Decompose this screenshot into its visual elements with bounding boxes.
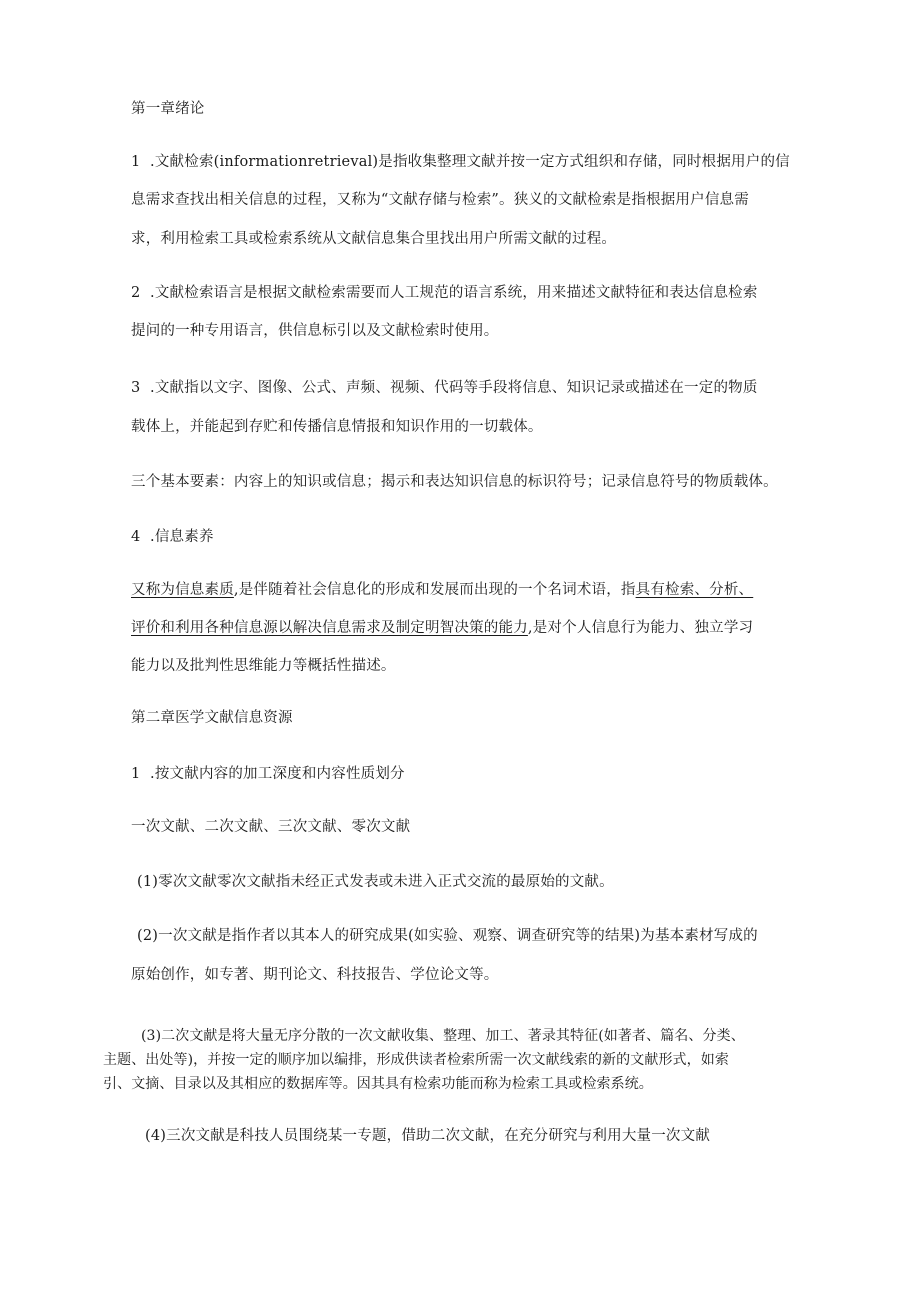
underlined-term: 又称为信息素质 [131, 582, 234, 598]
item2-line2: 提问的一种专用语言，供信息标引以及文献检索时使用。 [131, 323, 499, 339]
primary-literature-line1: (2)一次文献是指作者以其本人的研究成果(如实验、观察、调查研究等的结果)为基本素材写成的 [137, 928, 758, 944]
chapter1-heading: 第一章绪论 [131, 101, 205, 117]
primary-literature-line2: 原始创作，如专著、期刊论文、科技报告、学位论文等。 [131, 967, 499, 983]
secondary-literature-line2: 主题、出处等)，并按一定的顺序加以编排，形成供读者检索所需一次文献线索的新的文献形式，如索 [103, 1052, 729, 1068]
chapter2-heading: 第二章医学文献信息资源 [131, 710, 293, 726]
document-types: 一次文献、二次文献、三次文献、零次文献 [131, 819, 411, 835]
item1-line1: 1 .文献检索(informationretrieval)是指收集整理文献并按一定方式组织和存储，同时根据用户的信 [131, 154, 790, 170]
item1-line3: 求，利用检索工具或检索系统从文献信息集合里找出用户所需文献的过程。 [131, 231, 617, 247]
item4-line1-text: ,是伴随着社会信息化的形成和发展而出现的一个名词术语，指 [233, 582, 636, 598]
tertiary-literature: (4)三次文献是科技人员围绕某一专题，借助二次文献，在充分研究与利用大量一次文献 [145, 1128, 711, 1144]
ch2-item1-title: 1 .按文献内容的加工深度和内容性质划分 [131, 766, 405, 782]
item4-line2-text: ,是对个人信息行为能力、独立学习 [527, 620, 754, 636]
secondary-literature-line3: 引、文摘、目录以及其相应的数据库等。因其具有检索功能而称为检索工具或检索系统。 [103, 1076, 653, 1092]
underlined-definition: 评价和利用各种信息源以解决信息需求及制定明智决策的能力 [131, 620, 528, 636]
item3-line2: 载体上，并能起到存贮和传播信息情报和知识作用的一切载体。 [131, 419, 543, 435]
underlined-phrase: 具有检索、分析、 [635, 582, 754, 598]
secondary-literature-line1: (3)二次文献是将大量无序分散的一次文献收集、整理、加工、著录其特征(如著者、篇名、分类、 [141, 1028, 745, 1044]
zero-literature: (1)零次文献零次文献指未经正式发表或未进入正式交流的最原始的文献。 [137, 874, 614, 890]
item4-line1 [131, 580, 753, 600]
item2-line1: 2 .文献检索语言是根据文献检索需要而人工规范的语言系统，用来描述文献特征和表达信息检索 [131, 285, 758, 301]
basic-elements: 三个基本要素：内容上的知识或信息；揭示和表达知识信息的标识符号；记录信息符号的物质载体。 [131, 474, 778, 490]
item4-title: 4 .信息素养 [131, 529, 214, 545]
item4-line2 [131, 618, 753, 638]
item1-line2: 息需求查找出相关信息的过程，又称为“文献存储与检索”。狭义的文献检索是指根据用户信息需 [131, 192, 749, 208]
item3-line1: 3 .文献指以文字、图像、公式、声频、视频、代码等手段将信息、知识记录或描述在一定的物质 [131, 380, 758, 396]
item4-line3: 能力以及批判性思维能力等概括性描述。 [131, 658, 396, 674]
